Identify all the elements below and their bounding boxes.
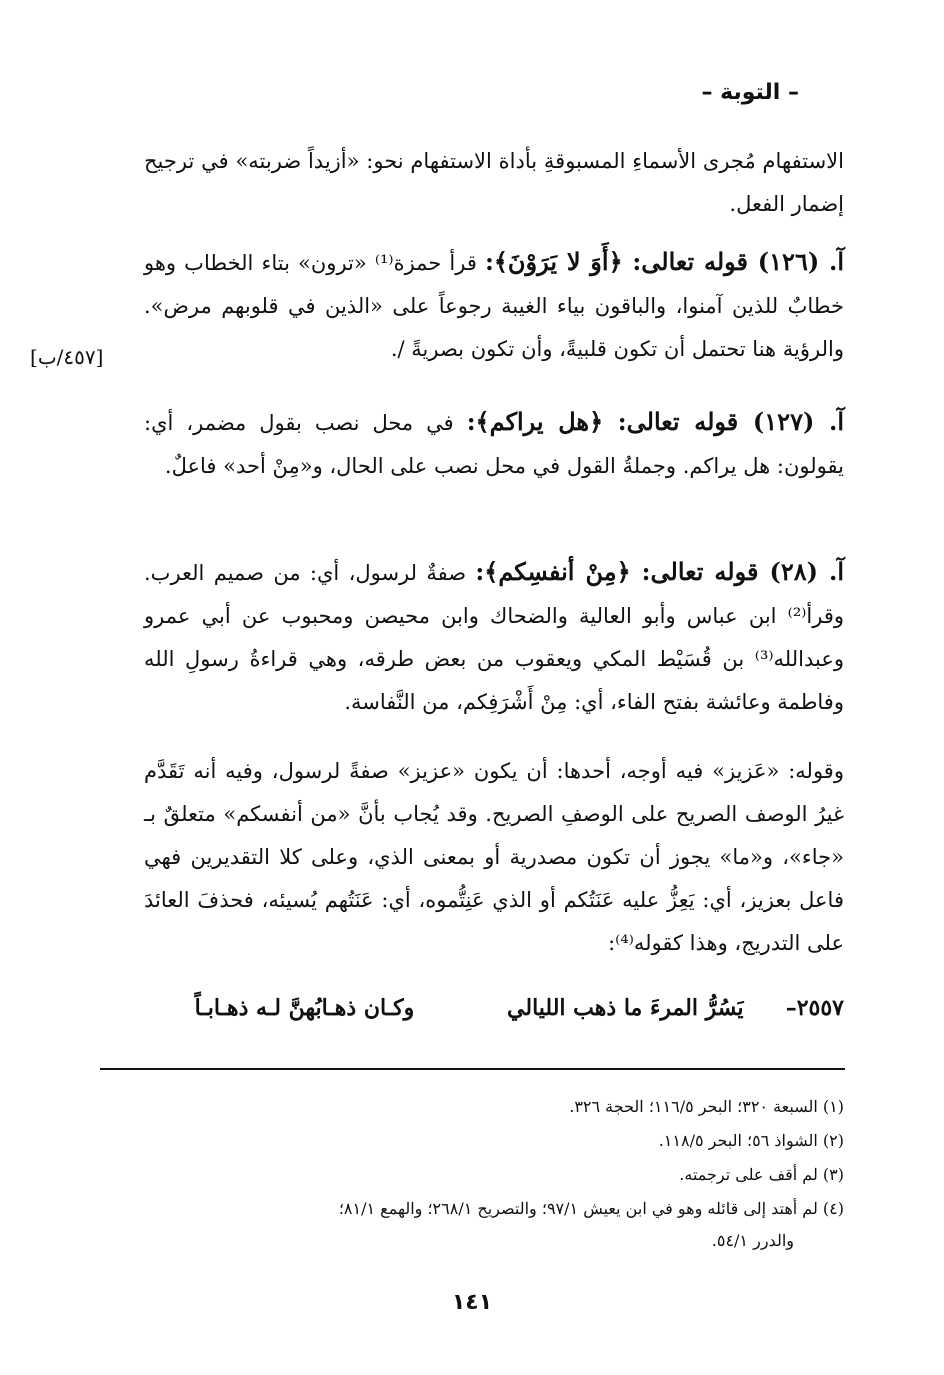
- paragraph-aziz: [144, 750, 844, 965]
- verse-126-lead: آ. (١٢٦) قوله تعالى: ﴿أَوَ لا يَرَوْنَ﴾:: [484, 247, 844, 276]
- verse-28-lead: آ. (٢٨) قوله تعالى: ﴿مِنْ أنفسِكم﴾:: [475, 557, 844, 586]
- verse-first-half: يَسُرُّ المرءَ ما ذهب الليالي: [507, 995, 744, 1021]
- footnote-3: (٣) لم أقف على ترجمته.: [679, 1165, 844, 1184]
- verse-28-text: صفةٌ لرسول، أي: من صميم العرب. وقرأ⁽²⁾ ابن عباس وأبو العالية والضحاك وابن محيصن ومحبوب عن أبي عمرو وعبدالله⁽³⁾ بن قُسَيْط المكي ويعقوب من بعض طرقه، وهي قراءةُ رسولِ الله وفاطمة وعائشة بفتح الفاء، أي: مِنْ أَشْرَفِكم، من النَّفاسة.: [144, 561, 844, 714]
- running-header: – التوبة –: [701, 80, 799, 105]
- verse-127-text: في محل نصب بقول مضمر، أي: يقولون: هل يراكم. وجملةُ القول في محل نصب على الحال، و«مِنْ أحد» فاعلٌ.: [144, 411, 844, 478]
- page-number: ١٤١: [451, 1290, 493, 1315]
- paragraph-1: [144, 140, 844, 226]
- paragraph-126: [144, 240, 844, 371]
- verse-second-half: وكـان ذهـابُهنَّ لـه ذهـابـاً: [194, 995, 415, 1021]
- verse-126-text: قرأ حمزة⁽¹⁾ «ترون» بتاء الخطاب وهو خطابٌ للذين آمنوا، والباقون بياء الغيبة رجوعاً على «الذين في قلوبهم مرض». والرؤية هنا تحتمل أن تكون قلبيةً، وأن تكون بصريةً /.: [144, 251, 844, 361]
- poetry-verse: [144, 995, 844, 1021]
- paragraph-aziz-text: وقوله: «عَزيز» فيه أوجه، أحدها: أن يكون «عزيز» صفةً لرسول، وفيه أنه تَقَدَّم غيرُ الوصف الصريح على الوصفِ الصريح. وقد يُجاب بأنَّ «من أنفسكم» متعلقٌ بـ «جاء»، و«ما» يجوز أن تكون مصدرية أو بمعنى الذي، وعلى كلا التقديرين فهي فاعل بعزيز، أي: يَعِزُّ عليه عَنَتُكم أو الذي عَنِتُّموه، أي: عَنَتُهم يُسيئه، فحذفَ العائدَ على التدريج، وهذا كقوله⁽⁴⁾:: [144, 759, 844, 955]
- margin-reference: [٤٥٧/ب]: [30, 345, 104, 369]
- verse-127-lead: آ. (١٢٧) قوله تعالى: ﴿هل يراكم﴾:: [466, 407, 844, 436]
- footnote-4-continued: والدرر ٥٤/١.: [711, 1231, 794, 1250]
- footnote-1: (١) السبعة ٣٢٠؛ البحر ١١٦/٥؛ الحجة ٣٢٦.: [569, 1097, 844, 1116]
- footnote-separator: [100, 1068, 845, 1070]
- footnote-4: (٤) لم أهتد إلى قائله وهو في ابن يعيش ٩٧/١؛ والتصريح ٢٦٨/١؛ والهمع ٨١/١؛: [338, 1199, 844, 1218]
- paragraph-28: [144, 550, 844, 724]
- footnote-2: (٢) الشواذ ٥٦؛ البحر ١١٨/٥.: [658, 1131, 844, 1150]
- paragraph-127: [144, 400, 844, 488]
- verse-number: ٢٥٥٧–: [785, 995, 844, 1021]
- paragraph-1-text: الاستفهام مُجرى الأسماءِ المسبوقةِ بأداة الاستفهام نحو: «أزيداً ضربته» في ترجيح إضمار الفعل.: [144, 149, 844, 216]
